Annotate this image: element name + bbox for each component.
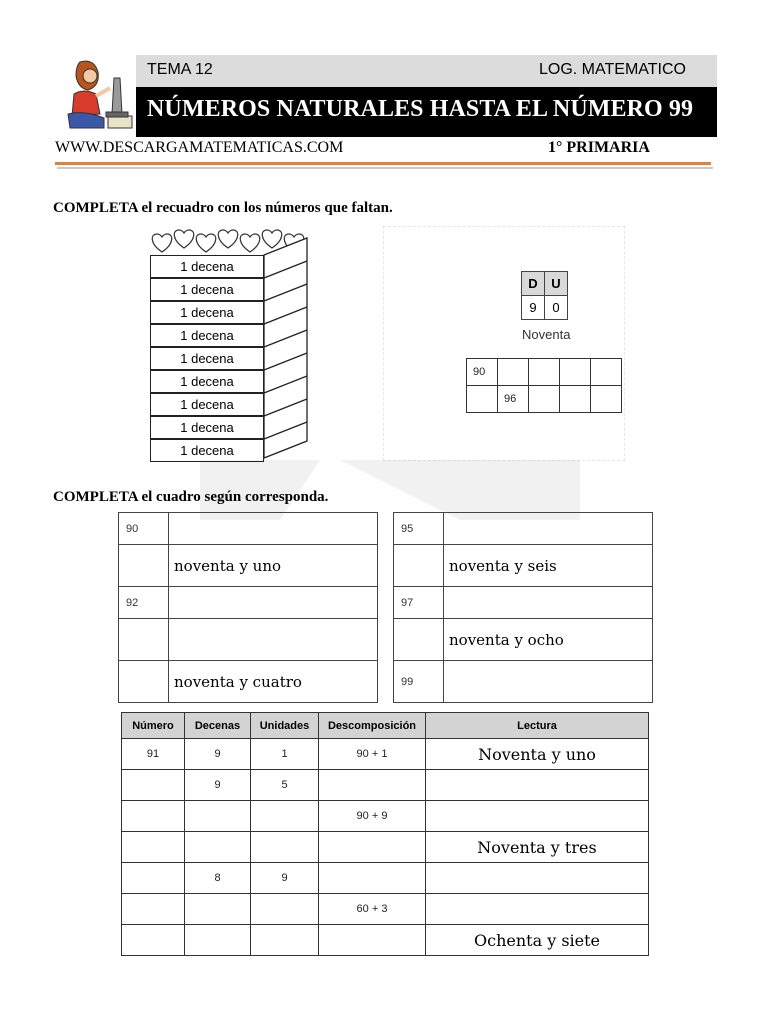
table-cell[interactable] (426, 863, 649, 894)
sequence-cell[interactable] (591, 386, 622, 413)
column-header-descomposicion: Descomposición (319, 713, 426, 739)
table-row (122, 863, 649, 894)
decena-block: 1 decena (150, 255, 264, 278)
table-cell[interactable] (426, 770, 649, 801)
number-cell: 95 (394, 513, 444, 545)
sequence-cell: 90 (467, 359, 498, 386)
table-row (122, 832, 649, 863)
number-cell[interactable] (119, 661, 169, 703)
table-cell[interactable] (185, 801, 251, 832)
tower-side-face (263, 236, 311, 462)
table-cell: 90 + 9 (319, 801, 426, 832)
table-cell: 9 (185, 739, 251, 770)
decomposition-table (121, 712, 649, 956)
word-cell[interactable] (444, 661, 653, 703)
table-cell[interactable] (319, 863, 426, 894)
divider-shadow (57, 167, 713, 169)
table-cell: 60 + 3 (319, 894, 426, 925)
table-cell: 91 (122, 739, 185, 770)
word-cell[interactable] (169, 513, 378, 545)
table-cell[interactable] (185, 894, 251, 925)
table-cell[interactable] (122, 863, 185, 894)
table-row (122, 801, 649, 832)
decena-block: 1 decena (150, 347, 264, 370)
table-row (122, 770, 649, 801)
number-cell: 99 (394, 661, 444, 703)
table-cell[interactable] (251, 801, 319, 832)
table-cell: 9 (185, 770, 251, 801)
completa-table-left (118, 512, 378, 703)
column-header-lectura: Lectura (426, 713, 649, 739)
word-cell[interactable] (169, 587, 378, 619)
sequence-cell[interactable] (529, 386, 560, 413)
tema-label: TEMA 12 (147, 61, 213, 78)
word-cell: noventa y uno (169, 545, 378, 587)
decena-block: 1 decena (150, 324, 264, 347)
d-header: D (522, 272, 545, 296)
number-cell: 97 (394, 587, 444, 619)
table-cell[interactable] (251, 925, 319, 956)
completa-table-right (393, 512, 653, 703)
sequence-cell[interactable] (560, 359, 591, 386)
table-cell: 90 + 1 (319, 739, 426, 770)
du-label: Noventa (522, 327, 571, 342)
decena-block: 1 decena (150, 393, 264, 416)
table-cell[interactable] (185, 832, 251, 863)
du-panel (383, 226, 625, 461)
instruction-1: COMPLETA el recuadro con los números que faltan. (53, 200, 393, 216)
sequence-cell[interactable] (591, 359, 622, 386)
table-cell[interactable] (319, 770, 426, 801)
table-row (122, 925, 649, 956)
table-cell: Ochenta y siete (426, 925, 649, 956)
decena-block: 1 decena (150, 439, 264, 462)
table-cell: 1 (251, 739, 319, 770)
divider-line (55, 162, 711, 165)
table-cell[interactable] (122, 894, 185, 925)
table-cell: 9 (251, 863, 319, 894)
word-cell: noventa y seis (444, 545, 653, 587)
number-cell: 92 (119, 587, 169, 619)
sequence-cell[interactable] (529, 359, 560, 386)
sequence-cell[interactable] (467, 386, 498, 413)
number-cell[interactable] (119, 619, 169, 661)
table-cell[interactable] (319, 925, 426, 956)
area-label: LOG. MATEMATICO (539, 61, 686, 78)
table-cell[interactable] (319, 832, 426, 863)
website-label: WWW.DESCARGAMATEMATICAS.COM (55, 139, 344, 156)
number-cell[interactable] (394, 545, 444, 587)
scientist-microscope-logo (64, 58, 134, 134)
decena-block: 1 decena (150, 301, 264, 324)
word-cell: noventa y cuatro (169, 661, 378, 703)
sequence-cell[interactable] (498, 359, 529, 386)
column-header-decenas: Decenas (185, 713, 251, 739)
word-cell: noventa y ocho (444, 619, 653, 661)
table-cell[interactable] (122, 770, 185, 801)
page-title: NÚMEROS NATURALES HASTA EL NÚMERO 99 (147, 96, 694, 122)
d-value: 9 (522, 296, 545, 320)
decena-block: 1 decena (150, 370, 264, 393)
table-cell[interactable] (251, 894, 319, 925)
u-header: U (545, 272, 568, 296)
table-cell: Noventa y tres (426, 832, 649, 863)
table-cell[interactable] (426, 894, 649, 925)
column-header-numero: Número (122, 713, 185, 739)
number-cell: 90 (119, 513, 169, 545)
word-cell[interactable] (444, 513, 653, 545)
number-cell[interactable] (394, 619, 444, 661)
table-cell[interactable] (251, 832, 319, 863)
table-cell[interactable] (122, 801, 185, 832)
table-cell[interactable] (426, 801, 649, 832)
sequence-cell[interactable] (560, 386, 591, 413)
table-cell: Noventa y uno (426, 739, 649, 770)
table-cell: 8 (185, 863, 251, 894)
column-header-unidades: Unidades (251, 713, 319, 739)
du-table (521, 271, 568, 320)
decena-block: 1 decena (150, 278, 264, 301)
table-row (122, 894, 649, 925)
decena-block: 1 decena (150, 416, 264, 439)
instruction-2: COMPLETA el cuadro según corresponda. (53, 489, 329, 505)
grade-label: 1° PRIMARIA (548, 139, 650, 156)
sequence-table (466, 358, 622, 413)
u-value: 0 (545, 296, 568, 320)
word-cell[interactable] (444, 587, 653, 619)
table-cell: 5 (251, 770, 319, 801)
table-row (122, 739, 649, 770)
number-cell[interactable] (119, 545, 169, 587)
table-cell[interactable] (185, 925, 251, 956)
table-cell[interactable] (122, 925, 185, 956)
sequence-cell: 96 (498, 386, 529, 413)
word-cell[interactable] (169, 619, 378, 661)
table-cell[interactable] (122, 832, 185, 863)
